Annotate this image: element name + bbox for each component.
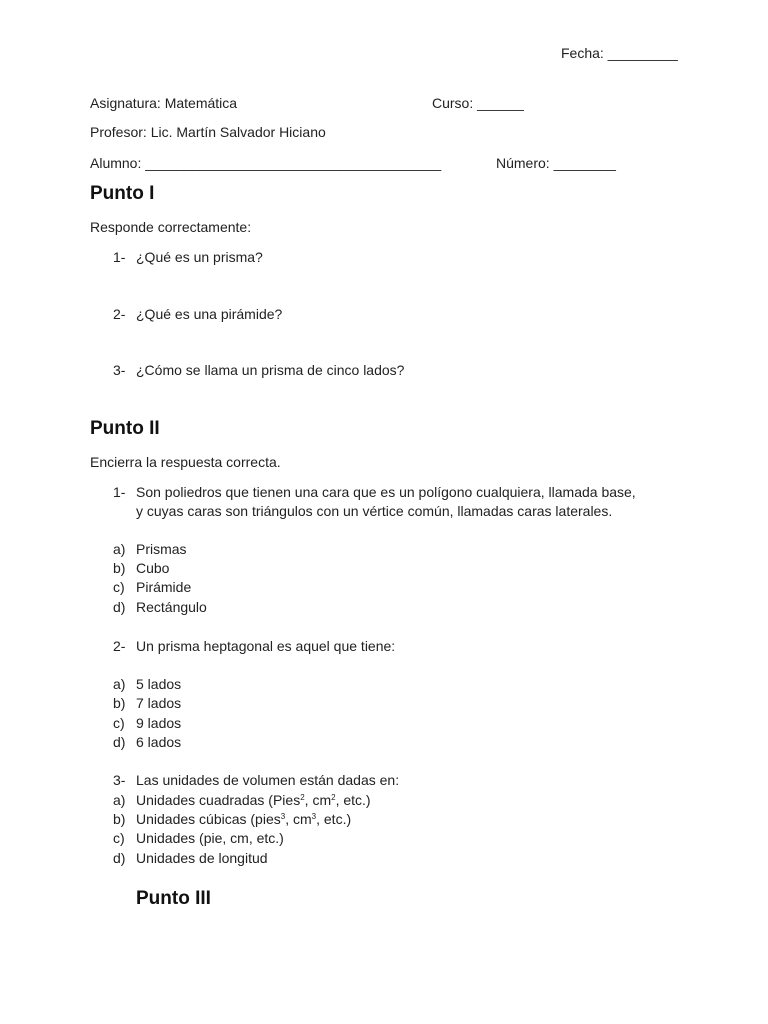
fecha-field: Fecha: _________ <box>561 45 678 61</box>
option-text-part: Unidades cúbicas (pies <box>136 811 281 827</box>
option-text <box>136 791 371 809</box>
numero-field: Número: ________ <box>496 155 616 171</box>
exponent: 3 <box>311 812 317 821</box>
option-text: 6 lados <box>136 734 182 750</box>
exponent: 2 <box>300 793 305 802</box>
option-letter: b) <box>113 811 126 827</box>
curso-field: Curso: ______ <box>432 95 524 111</box>
option-text-part: , etc.) <box>335 792 371 808</box>
asignatura-label: Asignatura: Matemática <box>90 95 238 111</box>
question-number: 1- <box>113 484 126 500</box>
question-number: 3- <box>113 772 126 788</box>
option-text-part: Unidades cuadradas (Pies <box>136 792 301 808</box>
option-letter: a) <box>113 541 126 557</box>
alumno-field: Alumno: ______________________________________ <box>90 155 442 171</box>
punto-3-heading: Punto III <box>136 888 211 909</box>
option-letter: d) <box>113 599 126 615</box>
question-number: 2- <box>113 306 126 322</box>
option-text: 9 lados <box>136 715 182 731</box>
option-letter: b) <box>113 560 126 576</box>
question-text-line-2: y cuyas caras son triángulos con un vértice común, llamadas caras laterales. <box>136 503 613 519</box>
question-text: ¿Qué es un prisma? <box>136 249 263 265</box>
option-letter: b) <box>113 695 126 711</box>
option-text: 7 lados <box>136 695 182 711</box>
option-letter: d) <box>113 850 126 866</box>
profesor-label: Profesor: Lic. Martín Salvador Hiciano <box>90 124 326 140</box>
option-text: Unidades de longitud <box>136 850 268 866</box>
option-letter: c) <box>113 715 125 731</box>
question-number: 1- <box>113 249 126 265</box>
option-text: Prismas <box>136 541 187 557</box>
question-text: Un prisma heptagonal es aquel que tiene: <box>136 638 396 654</box>
option-text: 5 lados <box>136 676 182 692</box>
question-number: 2- <box>113 638 126 654</box>
option-letter: a) <box>113 676 126 692</box>
option-text: Rectángulo <box>136 599 207 615</box>
option-letter: d) <box>113 734 126 750</box>
punto-1-instruction: Responde correctamente: <box>90 219 252 235</box>
exponent: 3 <box>280 812 286 821</box>
option-text-part: , etc.) <box>316 811 352 827</box>
option-letter: c) <box>113 579 125 595</box>
question-text-line-1: Son poliedros que tienen una cara que es un polígono cualquiera, llamada base, <box>136 484 636 500</box>
question-text: ¿Qué es una pirámide? <box>136 306 283 322</box>
option-text-part: , cm <box>285 811 312 827</box>
question-number: 3- <box>113 362 126 378</box>
option-text: Pirámide <box>136 579 192 595</box>
question-text: ¿Cómo se llama un prisma de cinco lados? <box>136 362 405 378</box>
option-letter: a) <box>113 792 126 808</box>
punto-2-heading: Punto II <box>90 418 160 439</box>
option-text: Cubo <box>136 560 170 576</box>
exponent: 2 <box>331 793 336 802</box>
option-text-part: , cm <box>304 792 332 808</box>
option-letter: c) <box>113 830 125 846</box>
punto-1-heading: Punto I <box>90 183 155 204</box>
question-text: Las unidades de volumen están dadas en: <box>136 772 400 788</box>
option-text <box>136 810 351 828</box>
option-text: Unidades (pie, cm, etc.) <box>136 830 284 846</box>
punto-2-instruction: Encierra la respuesta correcta. <box>90 454 281 470</box>
